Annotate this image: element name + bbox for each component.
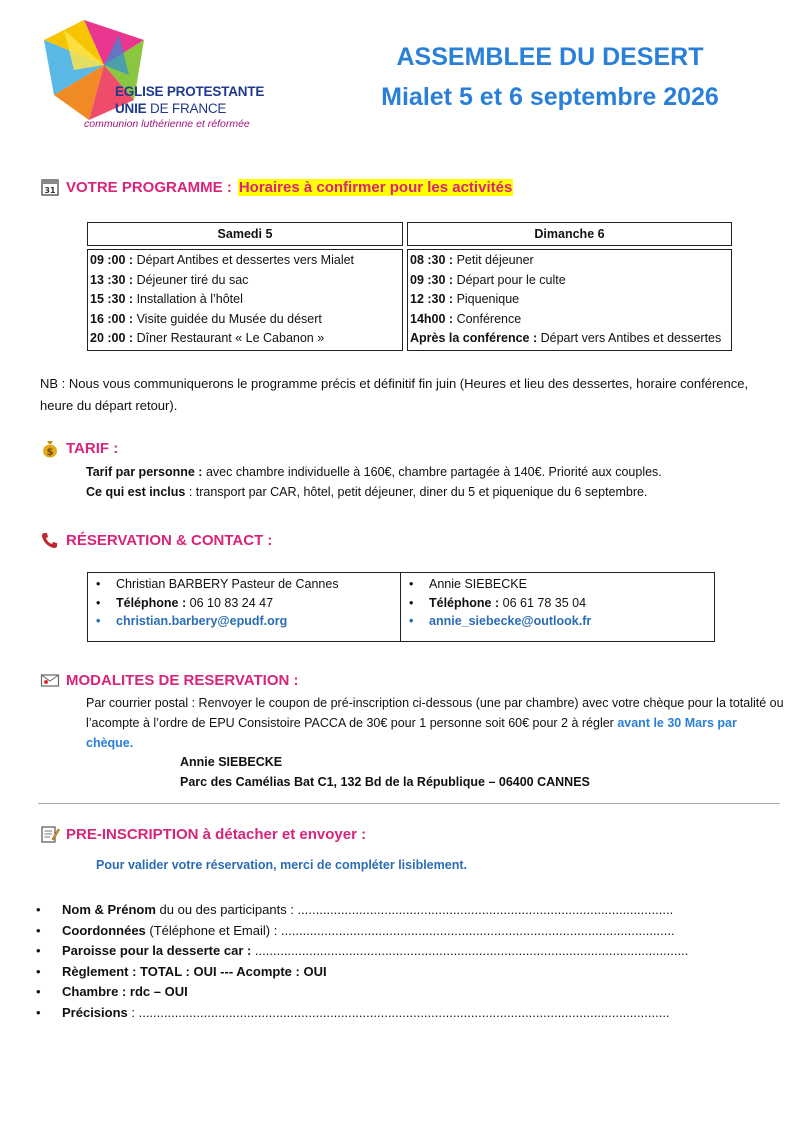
contact-name: • Christian BARBERY Pasteur de Cannes — [116, 575, 394, 594]
address-line: Parc des Camélias Bat C1, 132 Bd de la République – 06400 CANNES — [180, 775, 590, 789]
day1-header: Samedi 5 — [88, 223, 403, 246]
logo-line1: EGLISE PROTESTANTE — [115, 84, 265, 99]
day2-header: Dimanche 6 — [408, 223, 732, 246]
schedule-item: 08 :30 : Petit déjeuner — [410, 253, 534, 267]
schedule-item: 09 :00 : Départ Antibes et dessertes vers Mialet — [90, 253, 355, 267]
contact-email-link[interactable]: • christian.barbery@epudf.org — [116, 612, 394, 631]
contact-left — [88, 573, 401, 642]
contact-table — [87, 572, 715, 642]
modalites-heading — [40, 670, 299, 690]
contact-email-link[interactable]: • annie_siebecke@outlook.fr — [429, 612, 708, 631]
preinscription-form — [36, 900, 756, 1024]
schedule-item: 16 :00 : Visite guidée du Musée du désert — [90, 311, 322, 326]
form-field-precisions[interactable]: • Précisions : ................................................................................................................................................... — [36, 1003, 756, 1024]
address-name: Annie SIEBECKE — [180, 755, 283, 769]
preinscription-heading-text: PRE-INSCRIPTION à détacher et envoyer : — [66, 825, 367, 843]
preinscription-heading — [40, 824, 366, 844]
separator-line — [38, 803, 780, 804]
memo-icon — [40, 824, 60, 844]
tarif-line: Tarif par personne : avec chambre individuelle à 160€, chambre partagée à 140€. Priorité aux couples. — [86, 465, 662, 479]
mailing-address — [180, 752, 590, 792]
programme-heading — [40, 177, 513, 197]
schedule-item: 13 :30 : Déjeuner tiré du sac — [90, 272, 249, 287]
title-line2: Mialet 5 et 6 septembre 2026 — [381, 83, 719, 111]
programme-note: NB : Nous vous communiquerons le programme précis et définitif fin juin (Heures et lieu des dessertes, horaire conférence, heure du départ retour). — [40, 376, 749, 413]
form-field-contact[interactable]: • Coordonnées (Téléphone et Email) : ............................................................................................................. — [36, 921, 756, 942]
tarif-heading-text: TARIF : — [66, 439, 119, 457]
modalites-text: Par courrier postal : Renvoyer le coupon de pré-inscription ci-dessous (une par chambre) avec votre chèque pour la totalité ou l’acompte à l’ordre de EPU Consistoire PACCA de 30€ pour 1 personne soit 60€ pour 2 à régler avant le 30 Mars par chèque. — [86, 696, 784, 750]
programme-table — [87, 222, 732, 351]
schedule-item: 20 :00 : Dîner Restaurant « Le Cabanon » — [90, 331, 325, 346]
programme-heading-text: VOTRE PROGRAMME : — [66, 178, 232, 196]
form-field-paroisse[interactable]: • Paroisse pour la desserte car : ........................................................................................................................ — [36, 941, 756, 962]
tarif-heading — [40, 438, 118, 458]
calendar-icon — [40, 177, 60, 197]
form-field-name[interactable]: • Nom & Prénom du ou des participants : ........................................................................................................ — [36, 900, 756, 921]
contact-name: • Annie SIEBECKE — [429, 575, 708, 594]
schedule-item: 15 :30 : Installation à l’hôtel — [90, 292, 243, 307]
church-logo — [44, 20, 274, 135]
svg-text:31: 31 — [44, 186, 56, 195]
schedule-item: 14h00 : Conférence — [410, 311, 522, 326]
contact-right — [401, 573, 715, 642]
envelope-icon — [40, 670, 60, 690]
document-title — [330, 42, 770, 114]
modalites-heading-text: MODALITES DE RESERVATION : — [66, 671, 299, 689]
phone-icon — [40, 530, 60, 550]
form-field-chambre[interactable]: • Chambre : rdc – OUI — [36, 982, 756, 1003]
svg-text:$: $ — [46, 447, 54, 458]
money-bag-icon — [40, 438, 60, 458]
contact-phone: • Téléphone : 06 61 78 35 04 — [429, 594, 708, 613]
day2-schedule — [408, 250, 732, 351]
deadline-text: avant le 30 Mars par chèque. — [86, 716, 737, 750]
title-line1: ASSEMBLEE DU DESERT — [396, 43, 704, 71]
inclus-line: Ce qui est inclus : transport par CAR, hôtel, petit déjeuner, diner du 5 et piquenique du 6 septembre. — [86, 485, 648, 499]
preinscription-subtitle: Pour valider votre réservation, merci de compléter lisiblement. — [96, 858, 467, 872]
day1-schedule — [88, 250, 403, 351]
programme-highlight: Horaires à confirmer pour les activités — [238, 178, 513, 196]
contact-heading-text: RÉSERVATION & CONTACT : — [66, 531, 273, 549]
schedule-item: 12 :30 : Piquenique — [410, 292, 520, 307]
schedule-item: Après la conférence : Départ vers Antibes et dessertes — [410, 331, 722, 346]
logo-line2: UNIE DE FRANCE — [115, 101, 227, 116]
form-field-reglement[interactable]: • Règlement : TOTAL : OUI --- Acompte : OUI — [36, 962, 756, 983]
logo-tagline: communion luthérienne et réformée — [84, 118, 250, 130]
contact-phone: • Téléphone : 06 10 83 24 47 — [116, 594, 394, 613]
contact-heading — [40, 530, 272, 550]
schedule-item: 09 :30 : Départ pour le culte — [410, 272, 566, 287]
tarif-details — [86, 462, 776, 502]
